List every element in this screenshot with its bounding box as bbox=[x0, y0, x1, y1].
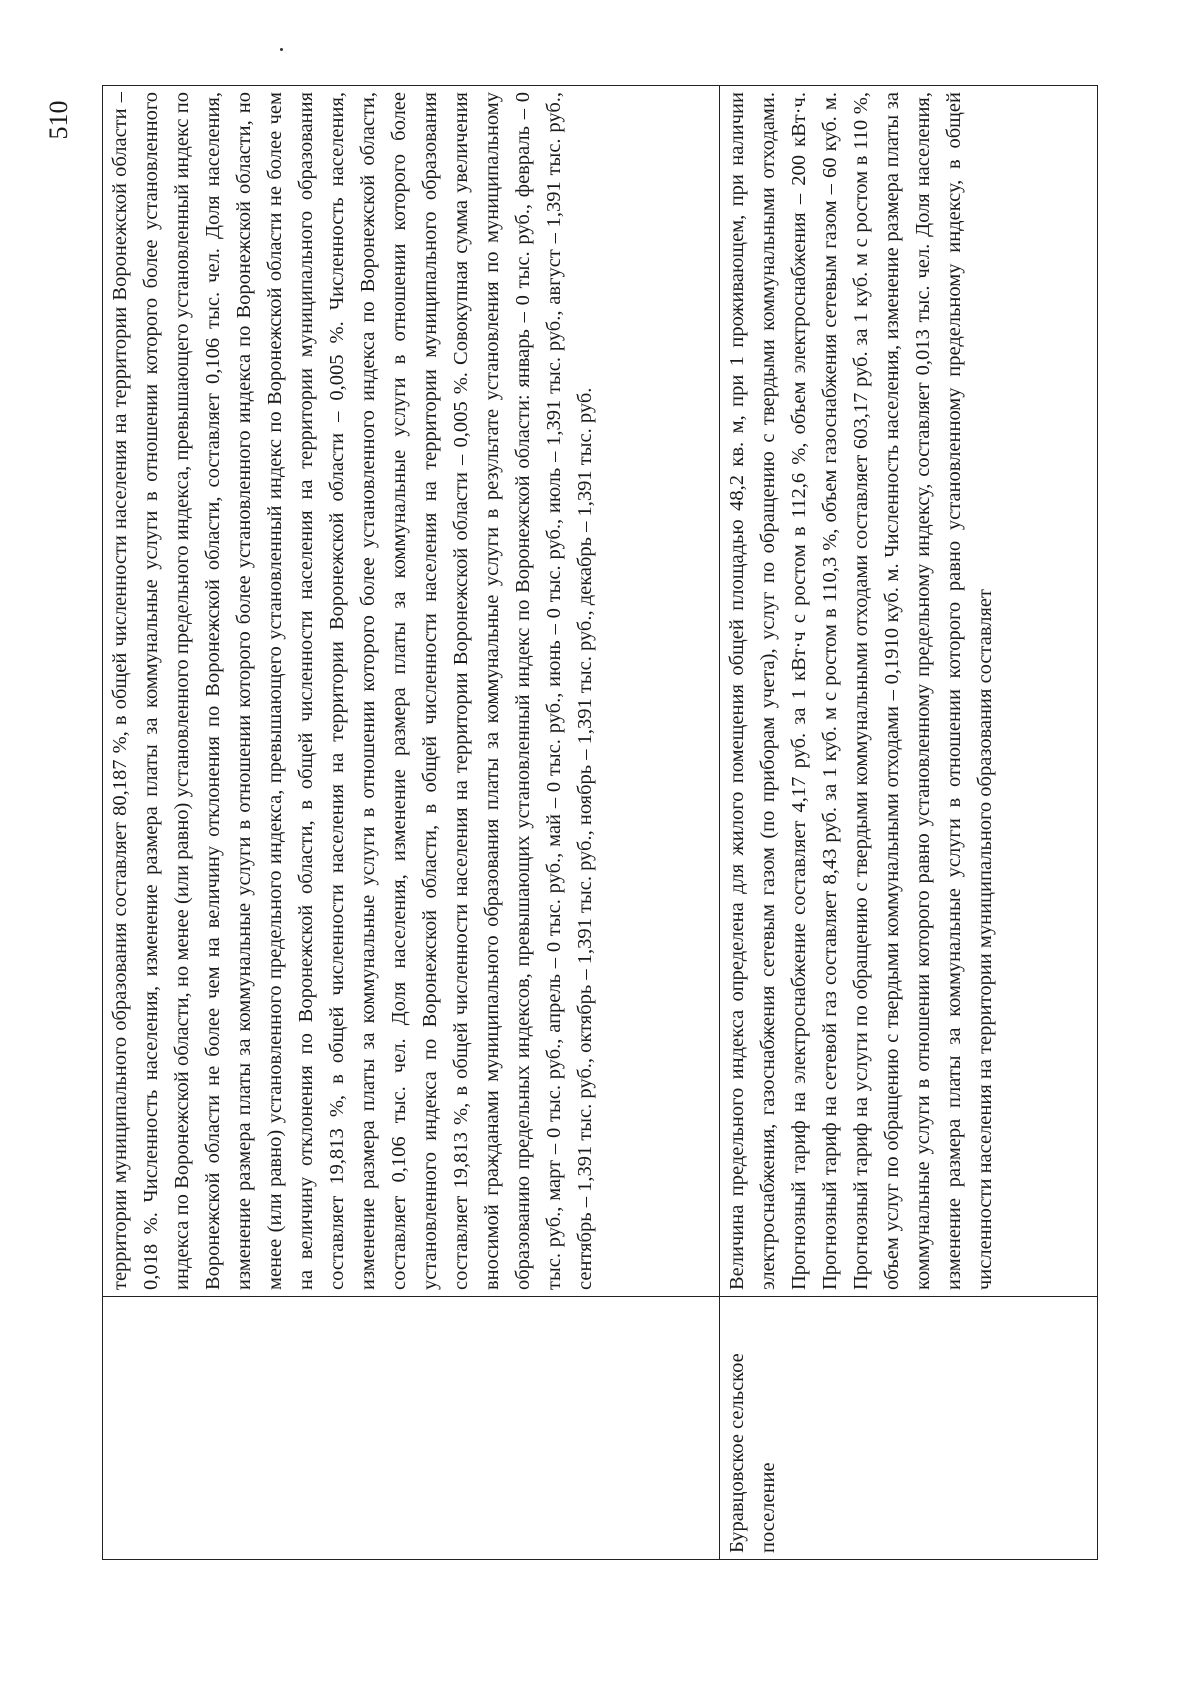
table-row bbox=[720, 86, 1098, 1560]
municipality-name-cell: Буравцовское сельское поселение bbox=[720, 1297, 1098, 1560]
municipality-table bbox=[102, 85, 1098, 1560]
rotated-table-page bbox=[102, 85, 1097, 1560]
table-row bbox=[103, 86, 720, 1560]
page-number: 510 bbox=[44, 100, 73, 140]
description-cell: Величина предельного индекса определена для жилого помещения общей площадью 48,2 кв. м, при 1 проживающем, при наличии электроснабжения, газоснабжения сетевым газом (по приборам учета), услуг по обращению с твердыми коммунальными отходами. Прогнозный тариф на электроснабжение составляет 4,17 руб. за 1 кВт·ч с ростом в 112,6 %, объем электроснабжения – 200 кВт·ч. Прогнозный тариф на сетевой газ составляет 8,43 руб. за 1 куб. м с ростом в 110,3 %, объем газоснабжения сетевым газом – 60 куб. м. Прогнозный тариф на услуги по обращению с твердыми коммунальными отходами составляет 603,17 руб. за 1 куб. м с ростом в 110 %, объем услуг по обращению с твердыми коммунальными отходами – 0,1910 куб. м. Численность населения, изменение размера платы за коммунальные услуги в отношении которого равно установленному предельному индексу, составляет 0,013 тыс. чел. Доля населения, изменение размера платы за коммунальные услуги в отношении которого равно установленному предельному индексу, в общей численности населения на территории муниципального образования составляет bbox=[720, 86, 1098, 1297]
description-cell: территории муниципального образования составляет 80,187 %, в общей численности населения на территории Воронежской области – 0,018 %. Численность населения, изменение размера платы за коммунальные услуги в отношении которого более установленного индекса по Воронежской области, но менее (или равно) установленного предельного индекса, превышающего установленный индекс по Воронежской области не более чем на величину отклонения по Воронежской области, составляет 0,106 тыс. чел. Доля населения, изменение размера платы за коммунальные услуги в отношении которого более установленного индекса по Воронежской области, но менее (или равно) установленного предельного индекса, превышающего установленный индекс по Воронежской области не более чем на величину отклонения по Воронежской области, в общей численности населения на территории муниципального образования составляет 19,813 %, в общей численности населения на территории Воронежской области – 0,005 %. Численность населения, изменение размера платы за коммунальные услуги в отношении которого более установленного индекса по Воронежской области, составляет 0,106 тыс. чел. Доля населения, изменение размера платы за коммунальные услуги в отношении которого более установленного индекса по Воронежской области, в общей численности населения на территории муниципального образования составляет 19,813 %, в общей численности населения на территории Воронежской области – 0,005 %. Совокупная сумма увеличения вносимой гражданами муниципального образования платы за коммунальные услуги в результате установления по муниципальному образованию предельных индексов, превышающих установленный индекс по Воронежской области: январь – 0 тыс. руб., февраль – 0 тыс. руб., март – 0 тыс. руб., апрель – 0 тыс. руб., май – 0 тыс. руб., июнь – 0 тыс. руб., июль – 1,391 тыс. руб., август – 1,391 тыс. руб., сентябрь – 1,391 тыс. руб., октябрь – 1,391 тыс. руб., ноябрь – 1,391 тыс. руб., декабрь – 1,391 тыс. руб. bbox=[103, 86, 720, 1297]
municipality-name-cell bbox=[103, 1297, 720, 1560]
scan-speck bbox=[280, 48, 283, 51]
